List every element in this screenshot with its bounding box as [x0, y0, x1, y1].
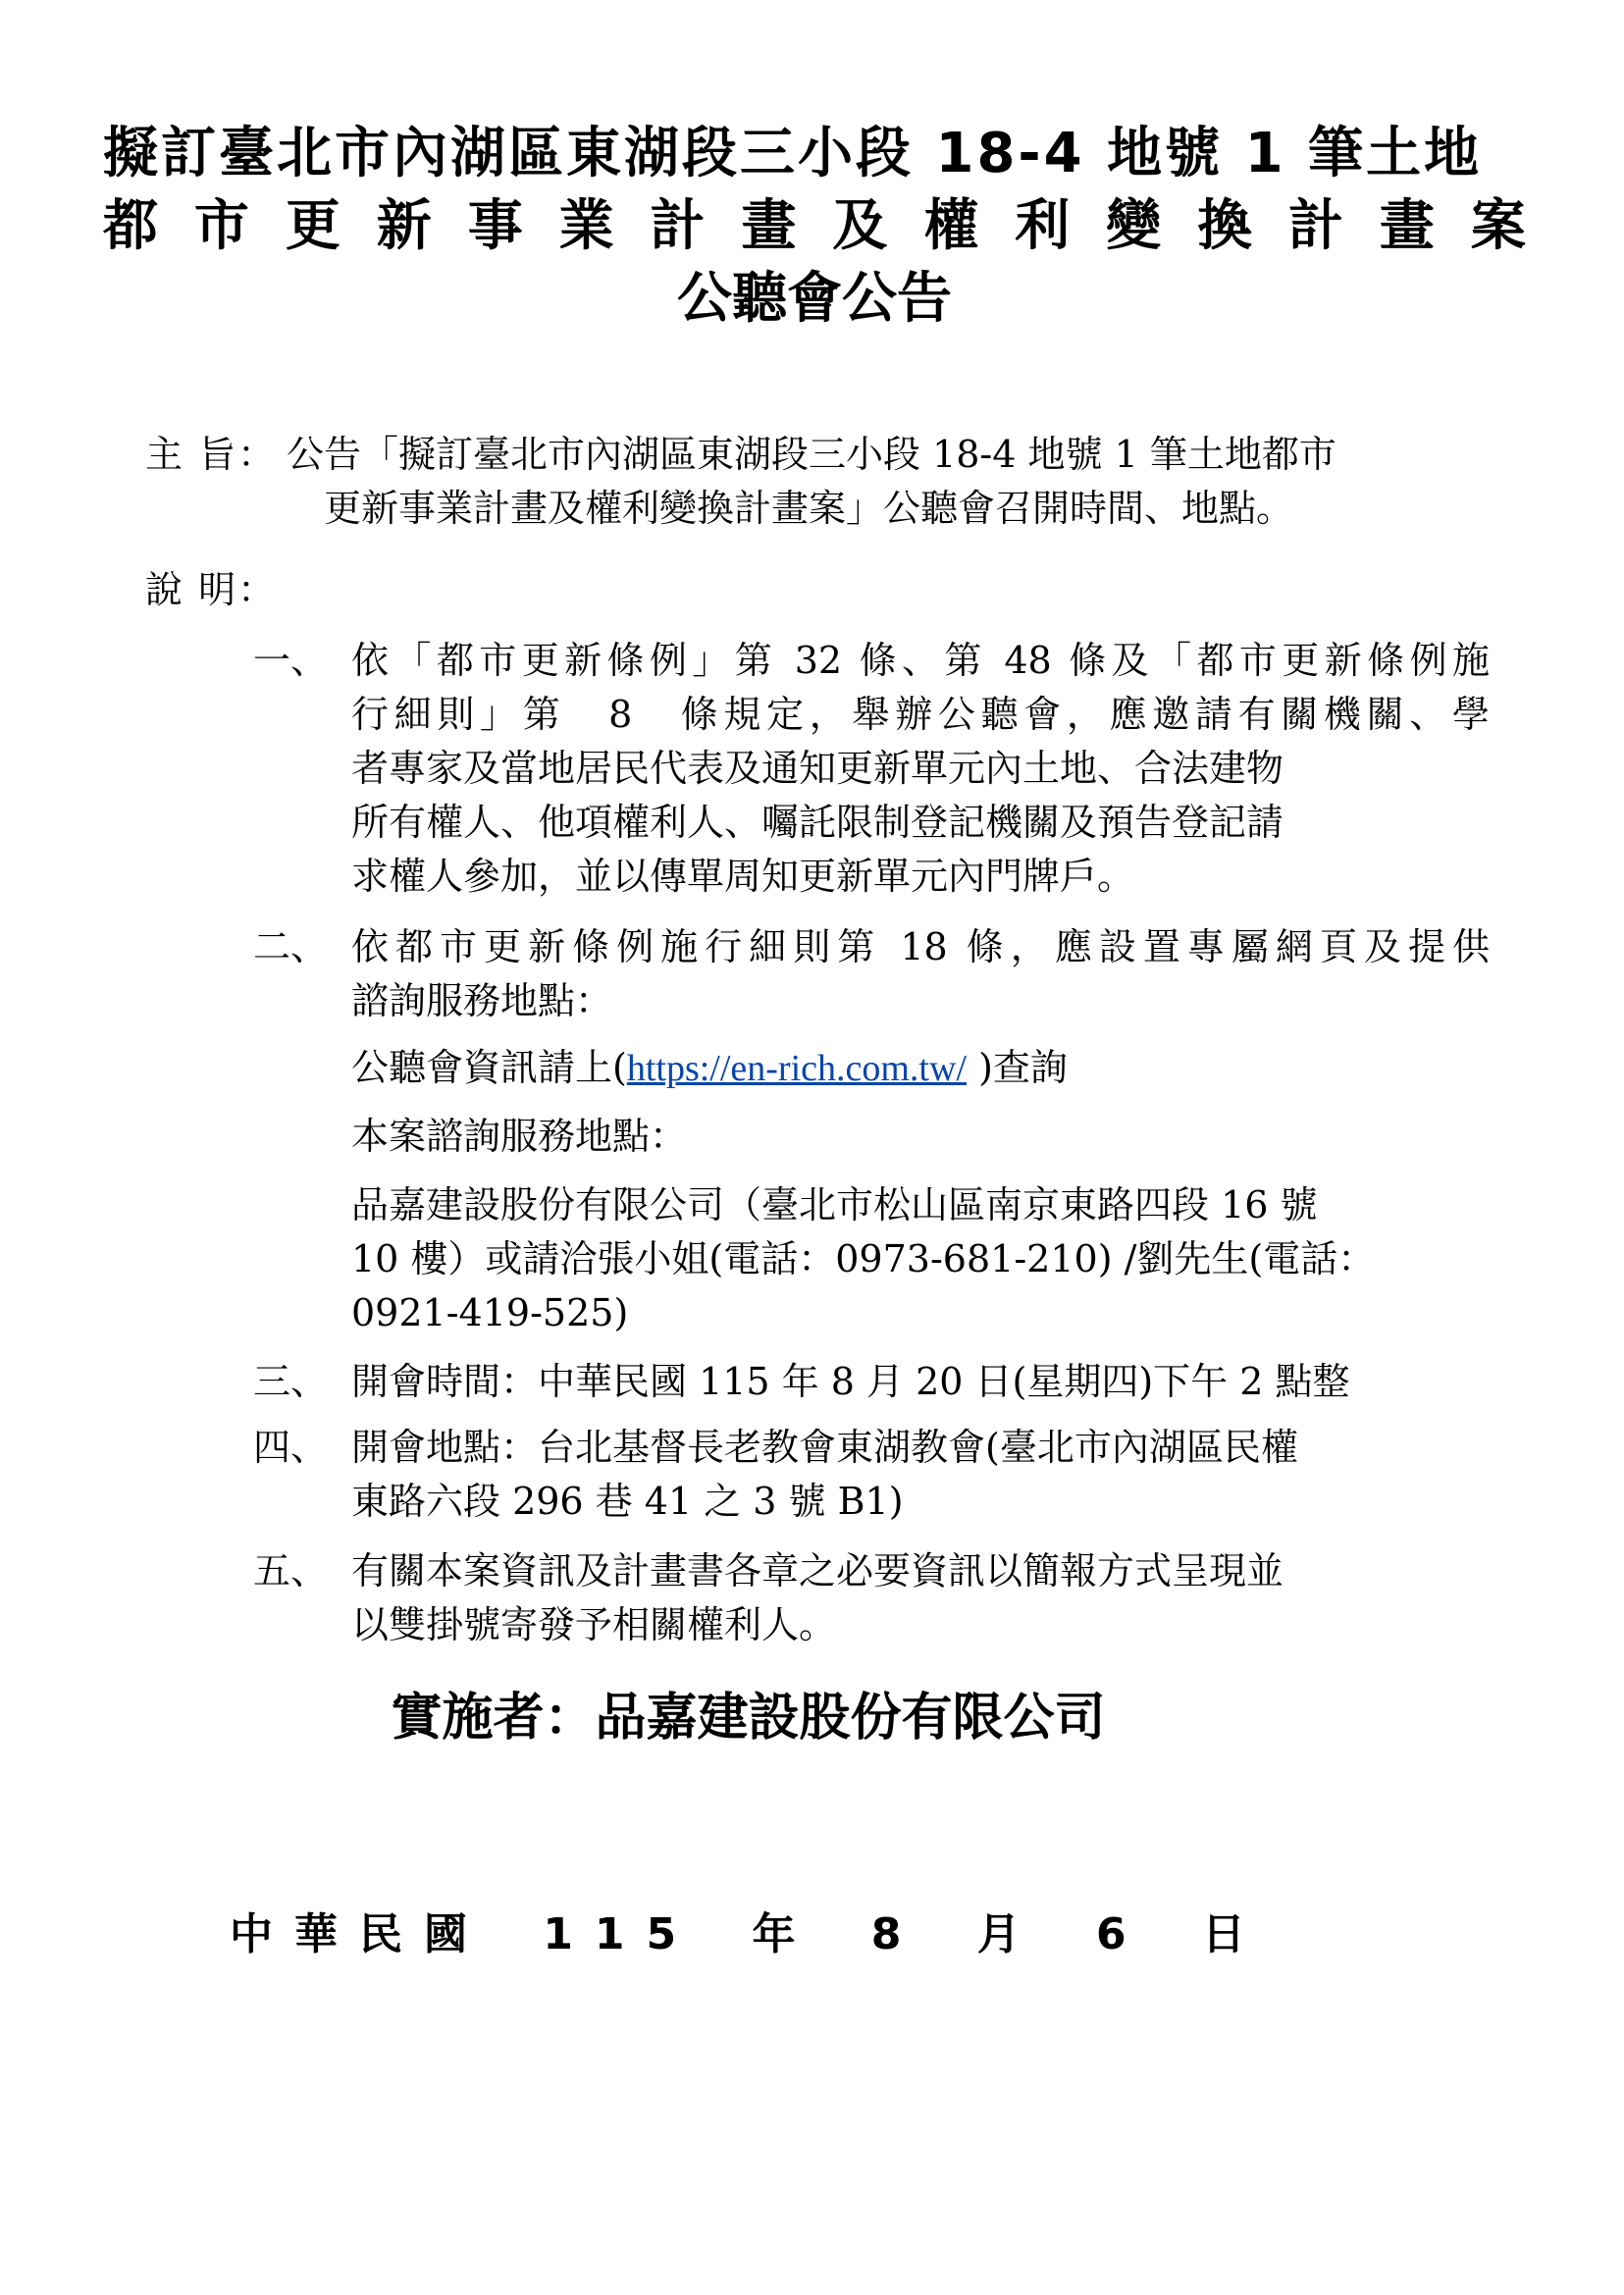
title-char: 畫 [741, 194, 797, 258]
title-char: 畫 [1379, 194, 1435, 258]
service-line: 10 樓）或請洽張小姐(電話：0973-681-210) /劉先生(電話： [351, 1237, 1376, 1280]
item-line: 開會地點：台北基督長老教會東湖教會(臺北市內湖區民權 [351, 1426, 1298, 1469]
service-label: 本案諮詢服務地點： [351, 1115, 688, 1158]
subject-label: 主 旨： [145, 433, 278, 476]
title-line-1 [103, 120, 1526, 188]
service-line: 品嘉建設股份有限公司（臺北市松山區南京東路四段 16 號 [351, 1183, 1318, 1226]
item-line: 依「都市更新條例」第 32 條、第 48 條及「都市更新條例施 [351, 639, 1490, 682]
item-marker: 四、 [253, 1426, 329, 1469]
item-line: 開會時間：中華民國 115 年 8 月 20 日(星期四)下午 2 點整 [351, 1360, 1350, 1403]
service-line: 0921-419-525) [351, 1291, 629, 1334]
info-suffix: )查詢 [966, 1046, 1068, 1089]
title-char: 換 [1197, 194, 1253, 258]
item-line: 所有權人、他項權利人、囑託限制登記機關及預告登記請 [351, 801, 1284, 844]
item-marker: 三、 [253, 1360, 329, 1403]
title-char: 及 [832, 194, 888, 258]
subject-line: 公告「擬訂臺北市內湖區東湖段三小段 18-4 地號 1 筆土地都市 [287, 433, 1336, 476]
title-char: 利 [1015, 194, 1071, 258]
title-char: 市 [193, 194, 249, 258]
implementer-text: 實施者：品嘉建設股份有限公司 [391, 1689, 1106, 1747]
title-line-3: 公聽會公告 [677, 267, 952, 331]
explanation-label: 說 明： [145, 568, 278, 611]
title-char: 都 [103, 194, 158, 258]
info-link[interactable]: https://en-rich.com.tw/ [626, 1048, 967, 1089]
title-char: 變 [1106, 194, 1162, 258]
item-marker: 五、 [253, 1549, 329, 1592]
title-char: 業 [558, 194, 614, 258]
title-char: 計 [1287, 194, 1343, 258]
item-marker: 一、 [253, 639, 329, 682]
item-line: 行細則」第 8 條規定，舉辦公聽會，應邀請有關機關、學 [351, 693, 1490, 736]
item-line: 有關本案資訊及計畫書各章之必要資訊以簡報方式呈現並 [351, 1549, 1284, 1592]
info-prefix: 公聽會資訊請上( [351, 1046, 627, 1089]
title-char: 新 [376, 194, 432, 258]
title-line-1-text: 擬訂臺北市內湖區東湖段三小段 18-4 地號 1 筆土地 [103, 122, 1483, 185]
item-line: 東路六段 296 巷 41 之 3 號 B1) [351, 1480, 904, 1523]
subject-line: 更新事業計畫及權利變換計畫案」公聽會召開時間、地點。 [324, 487, 1294, 530]
info-line [351, 1041, 1068, 1095]
title-char: 權 [923, 194, 979, 258]
title-char: 事 [467, 194, 523, 258]
item-line: 者專家及當地居民代表及通知更新單元內土地、合法建物 [351, 747, 1284, 790]
item-line: 以雙掛號寄發予相關權利人。 [351, 1603, 837, 1646]
implementer [0, 1684, 1624, 1752]
announcement-date [0, 1905, 1624, 1964]
title-char: 更 [285, 194, 341, 258]
title-char: 計 [650, 194, 706, 258]
date-text: 中華民國 115 年 8 月 6 日 [230, 1909, 1267, 1959]
item-marker: 二、 [253, 925, 329, 968]
item-line: 求權人參加，並以傳單周知更新單元內門牌戶。 [351, 855, 1135, 898]
title-char: 案 [1470, 194, 1526, 258]
item-line: 諮詢服務地點： [351, 979, 613, 1022]
item-line: 依都市更新條例施行細則第 18 條，應設置專屬網頁及提供 [351, 925, 1490, 968]
title-line-2 [103, 192, 1526, 261]
